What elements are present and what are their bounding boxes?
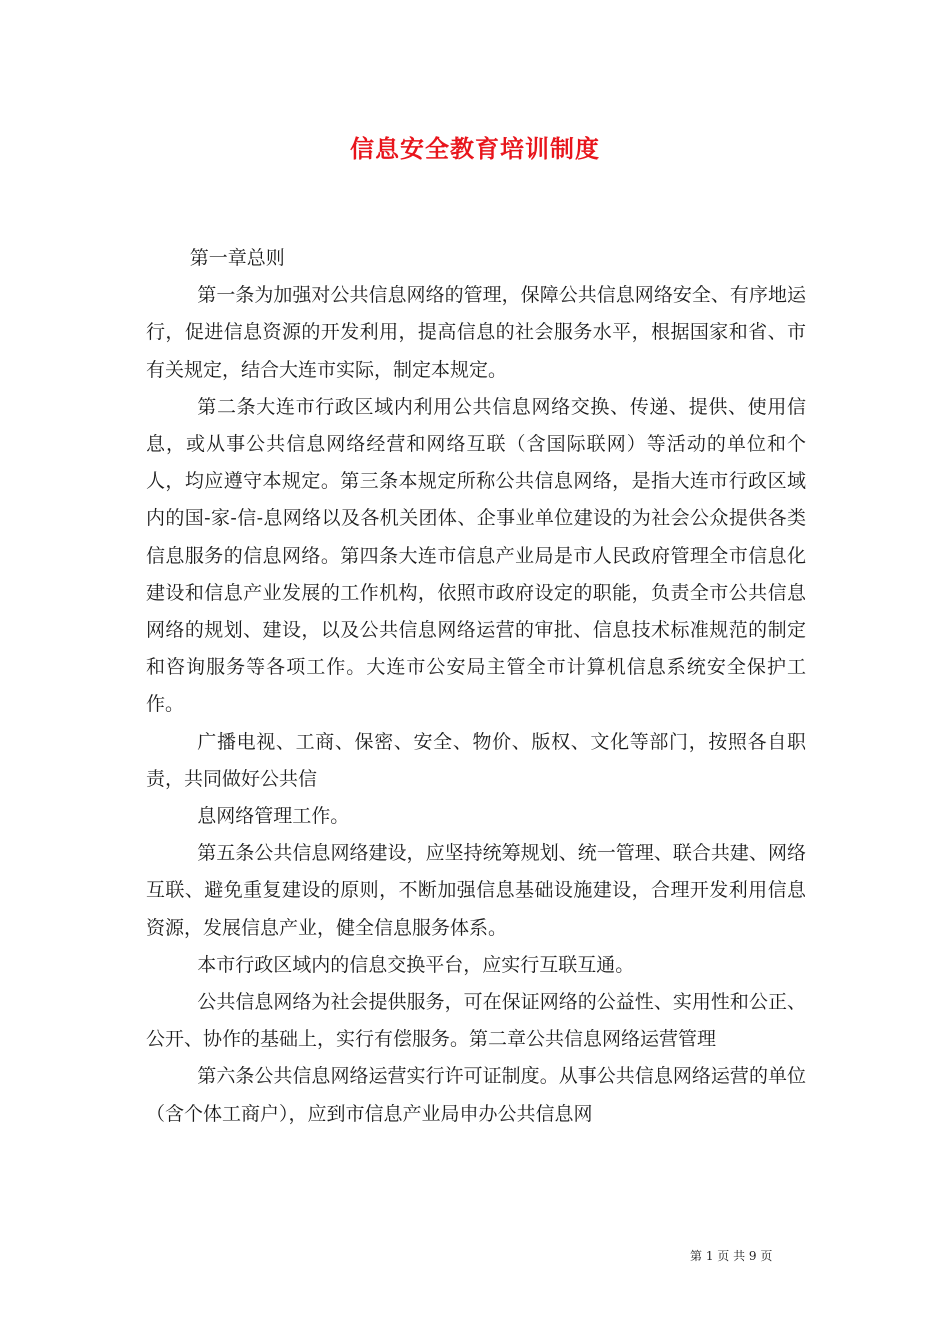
document-body xyxy=(146,240,806,1133)
paragraph: 公共信息网络为社会提供服务，可在保证网络的公益性、实用性和公正、公开、协作的基础上，实行有偿服务。第二章公共信息网络运营管理 xyxy=(146,991,806,1051)
paragraph: 息网络管理工作。 xyxy=(197,805,350,828)
paragraph: 广播电视、工商、保密、安全、物价、版权、文化等部门，按照各自职责，共同做好公共信 xyxy=(146,730,806,790)
paragraph: 本市行政区域内的信息交换平台，应实行互联互通。 xyxy=(197,953,635,976)
paragraph: 第一条为加强对公共信息网络的管理，保障公共信息网络安全、有序地运行，促进信息资源的开发利用，提高信息的社会服务水平，根据国家和省、市有关规定，结合大连市实际，制定本规定。 xyxy=(146,284,806,381)
paragraph: 第六条公共信息网络运营实行许可证制度。从事公共信息网络运营的单位（含个体工商户），应到市信息产业局申办公共信息网 xyxy=(146,1065,806,1125)
chapter-heading: 第一章总则 xyxy=(189,247,285,269)
paragraph: 第二条大连市行政区域内利用公共信息网络交换、传递、提供、使用信息，或从事公共信息网络经营和网络互联（含国际联网）等活动的单位和个人，均应遵守本规定。第三条本规定所称公共信息网络，是指大连市行政区域内的国-家-信-息网络以及各机关团体、企事业单位建设的为社会公众提供各类信息服务的信息网络。第四条大连市信息产业局是市人民政府管理全市信息化建设和信息产业发展的工作机构，依照市政府设定的职能，负责全市公共信息网络的规划、建设，以及公共信息网络运营的审批、信息技术标准规范的制定和咨询服务等各项工作。大连市公安局主管全市计算机信息系统安全保护工作。 xyxy=(146,395,806,716)
paragraph: 第五条公共信息网络建设，应坚持统筹规划、统一管理、联合共建、网络互联、避免重复建设的原则，不断加强信息基础设施建设，合理开发利用信息资源，发展信息产业，健全信息服务体系。 xyxy=(146,842,806,939)
document-title: 信息安全教育培训制度 xyxy=(350,134,600,163)
page-number: 第 1 页 共 9 页 xyxy=(690,1249,773,1263)
